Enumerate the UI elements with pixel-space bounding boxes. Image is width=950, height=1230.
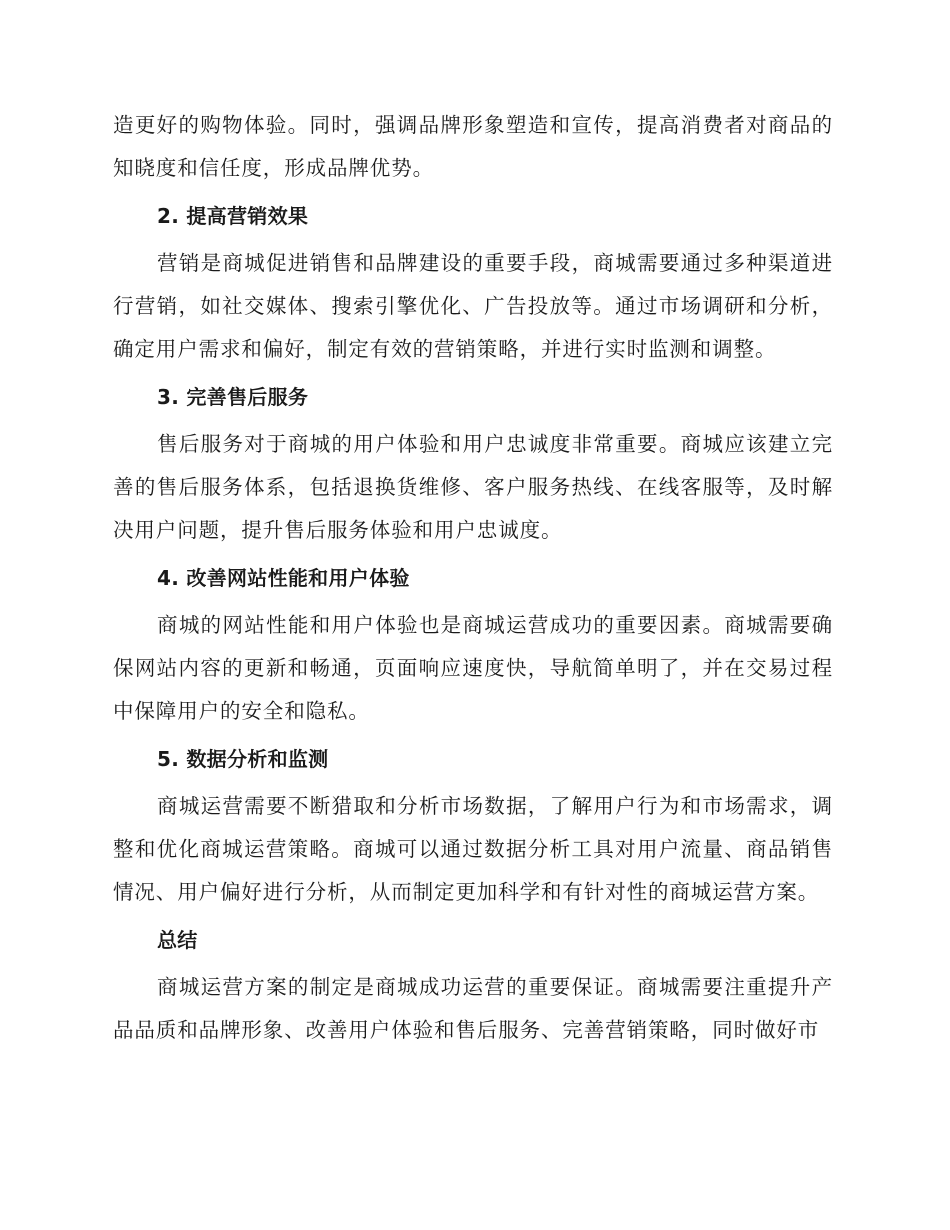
- section-heading-after-sales: 3. 完善售后服务: [157, 385, 309, 409]
- section-heading-marketing: 2. 提高营销效果: [157, 204, 309, 228]
- section-body-after-sales: 售后服务对于商城的用户体验和用户忠诚度非常重要。商城应该建立完善的售后服务体系，包括退换货维修、客户服务热线、在线客服等，及时解决用户问题，提升售后服务体验和用户忠诚度。: [113, 432, 833, 542]
- section-body-website-performance: 商城的网站性能和用户体验也是商城运营成功的重要因素。商城需要确保网站内容的更新和畅通，页面响应速度快，导航简单明了，并在交易过程中保障用户的安全和隐私。: [113, 613, 833, 723]
- intro-paragraph: 造更好的购物体验。同时，强调品牌形象塑造和宣传，提高消费者对商品的知晓度和信任度，形成品牌优势。: [113, 113, 833, 180]
- section-body-data-analysis: 商城运营需要不断猎取和分析市场数据，了解用户行为和市场需求，调整和优化商城运营策略。商城可以通过数据分析工具对用户流量、商品销售情况、用户偏好进行分析，从而制定更加科学和有针对性的商城运营方案。: [113, 794, 833, 904]
- section-heading-summary: 总结: [157, 928, 198, 952]
- section-body-summary: 商城运营方案的制定是商城成功运营的重要保证。商城需要注重提升产品品质和品牌形象、改善用户体验和售后服务、完善营销策略，同时做好市: [113, 975, 833, 1042]
- document-page: [113, 104, 833, 1052]
- section-body-marketing: 营销是商城促进销售和品牌建设的重要手段，商城需要通过多种渠道进行营销，如社交媒体、搜索引擎优化、广告投放等。通过市场调研和分析，确定用户需求和偏好，制定有效的营销策略，并进行实时监测和调整。: [113, 251, 833, 361]
- section-heading-data-analysis: 5. 数据分析和监测: [157, 747, 329, 771]
- section-heading-website-performance: 4. 改善网站性能和用户体验: [157, 566, 410, 590]
